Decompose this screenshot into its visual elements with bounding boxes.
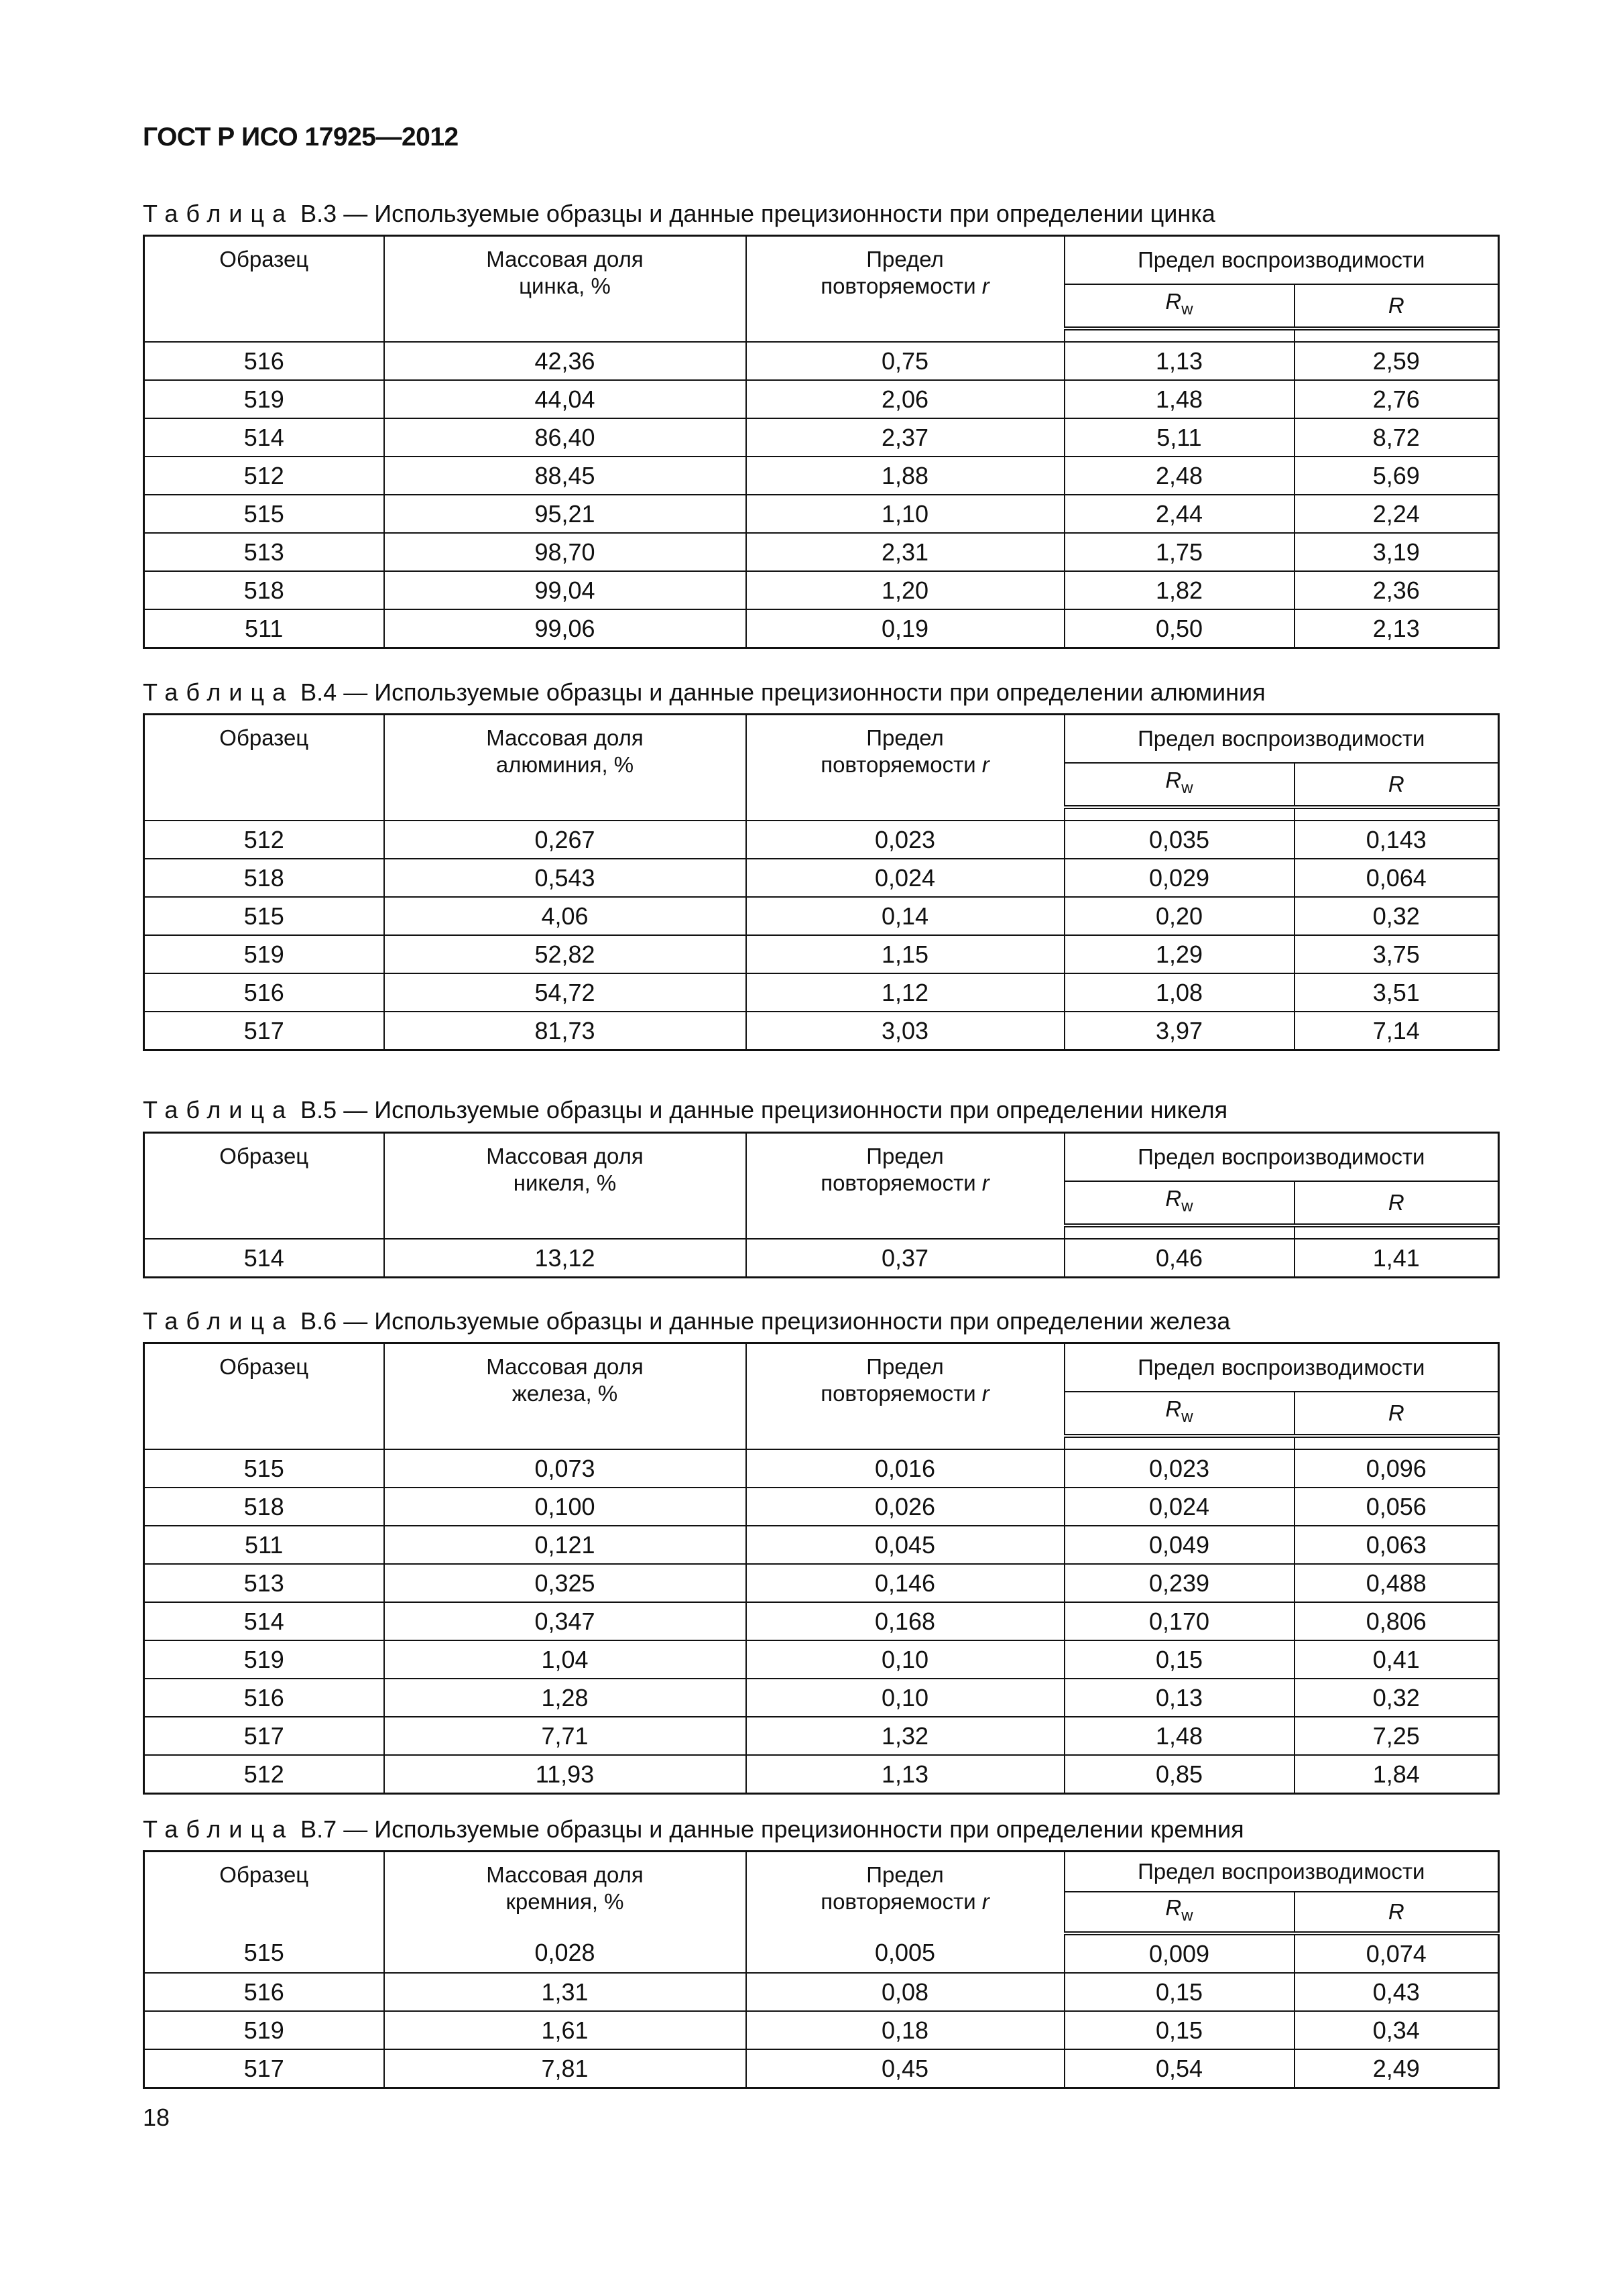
cell-r: 3,75 bbox=[1295, 935, 1499, 973]
cell-repeatability: 0,37 bbox=[746, 1239, 1065, 1278]
data-table bbox=[143, 1132, 1500, 1278]
table-caption bbox=[143, 1096, 1227, 1124]
cell-rw: 3,97 bbox=[1065, 1012, 1295, 1050]
table-row bbox=[144, 342, 1499, 380]
header-rw: $R_w$ bbox=[1065, 1892, 1295, 1933]
spacer-cell bbox=[1295, 1225, 1499, 1239]
spacer-cell bbox=[384, 1436, 746, 1449]
cell-sample: 514 bbox=[144, 418, 384, 457]
header-reproducibility: Предел воспроизводимости bbox=[1065, 1852, 1499, 1892]
header-sample: Образец bbox=[144, 715, 384, 807]
header-reproducibility: Предел воспроизводимости bbox=[1065, 1343, 1499, 1392]
cell-rw: 0,54 bbox=[1065, 2049, 1295, 2088]
caption-prefix: Таблица bbox=[143, 1096, 294, 1124]
cell-rw: 1,13 bbox=[1065, 342, 1295, 380]
header-mass-fraction: Массовая доля алюминия, % bbox=[384, 715, 746, 807]
table-row bbox=[144, 1755, 1499, 1794]
header-r: R bbox=[1295, 1892, 1499, 1933]
cell-rw: 0,15 bbox=[1065, 2011, 1295, 2049]
table-row bbox=[144, 2049, 1499, 2088]
cell-sample: 515 bbox=[144, 495, 384, 533]
cell-mass-fraction: 0,543 bbox=[384, 859, 746, 897]
table-row bbox=[144, 859, 1499, 897]
caption-text: В.4 — Используемые образцы и данные прецизионности при определении алюминия bbox=[294, 678, 1266, 706]
spacer-cell bbox=[144, 1436, 384, 1449]
cell-r: 0,806 bbox=[1295, 1602, 1499, 1640]
cell-mass-fraction: 95,21 bbox=[384, 495, 746, 533]
cell-r: 0,064 bbox=[1295, 859, 1499, 897]
cell-repeatability: 1,32 bbox=[746, 1717, 1065, 1755]
cell-mass-fraction: 13,12 bbox=[384, 1239, 746, 1278]
cell-r: 2,13 bbox=[1295, 609, 1499, 648]
caption-text: В.5 — Используемые образцы и данные прецизионности при определении никеля bbox=[294, 1096, 1228, 1124]
cell-sample: 516 bbox=[144, 1679, 384, 1717]
cell-mass-fraction: 1,04 bbox=[384, 1640, 746, 1679]
cell-sample: 518 bbox=[144, 571, 384, 609]
cell-sample: 511 bbox=[144, 1526, 384, 1564]
cell-sample: 512 bbox=[144, 1755, 384, 1794]
table-caption bbox=[143, 678, 1266, 707]
cell-sample: 517 bbox=[144, 1012, 384, 1050]
header-r: R bbox=[1295, 1181, 1499, 1225]
cell-sample: 511 bbox=[144, 609, 384, 648]
cell-mass-fraction: 0,121 bbox=[384, 1526, 746, 1564]
cell-repeatability: 2,31 bbox=[746, 533, 1065, 571]
cell-sample: 519 bbox=[144, 2011, 384, 2049]
spacer-cell bbox=[144, 328, 384, 342]
table-row bbox=[144, 457, 1499, 495]
table-caption bbox=[143, 1815, 1244, 1844]
caption-prefix: Таблица bbox=[143, 1307, 294, 1335]
cell-repeatability: 0,08 bbox=[746, 1973, 1065, 2011]
cell-r: 0,143 bbox=[1295, 821, 1499, 859]
cell-repeatability: 0,168 bbox=[746, 1602, 1065, 1640]
cell-sample: 515 bbox=[144, 897, 384, 935]
cell-r: 0,096 bbox=[1295, 1449, 1499, 1488]
spacer-cell bbox=[746, 1436, 1065, 1449]
cell-r: 2,59 bbox=[1295, 342, 1499, 380]
cell-repeatability: 0,45 bbox=[746, 2049, 1065, 2088]
cell-sample: 514 bbox=[144, 1602, 384, 1640]
header-r: R bbox=[1295, 1392, 1499, 1436]
cell-sample: 515 bbox=[144, 1933, 384, 1973]
table-body bbox=[144, 807, 1499, 1050]
table-row bbox=[144, 571, 1499, 609]
spacer-row bbox=[144, 1436, 1499, 1449]
cell-rw: 1,48 bbox=[1065, 380, 1295, 418]
spacer-cell bbox=[746, 328, 1065, 342]
spacer-cell bbox=[1295, 1436, 1499, 1449]
spacer-row bbox=[144, 807, 1499, 821]
document-header: ГОСТ Р ИСО 17925—2012 bbox=[143, 123, 459, 152]
spacer-cell bbox=[384, 1225, 746, 1239]
header-rw: $R_w$ bbox=[1065, 284, 1295, 328]
cell-mass-fraction: 54,72 bbox=[384, 973, 746, 1012]
cell-rw: 0,023 bbox=[1065, 1449, 1295, 1488]
cell-sample: 513 bbox=[144, 1564, 384, 1602]
header-mass-fraction: Массовая доля железа, % bbox=[384, 1343, 746, 1436]
cell-r: 0,43 bbox=[1295, 1973, 1499, 2011]
cell-mass-fraction: 0,028 bbox=[384, 1933, 746, 1973]
cell-rw: 0,035 bbox=[1065, 821, 1295, 859]
cell-rw: 0,049 bbox=[1065, 1526, 1295, 1564]
cell-repeatability: 0,024 bbox=[746, 859, 1065, 897]
cell-rw: 0,029 bbox=[1065, 859, 1295, 897]
spacer-cell bbox=[1065, 328, 1295, 342]
cell-sample: 517 bbox=[144, 1717, 384, 1755]
cell-rw: 0,15 bbox=[1065, 1973, 1295, 2011]
cell-repeatability: 0,005 bbox=[746, 1933, 1065, 1973]
cell-r: 0,32 bbox=[1295, 1679, 1499, 1717]
spacer-cell bbox=[1295, 807, 1499, 821]
cell-r: 1,84 bbox=[1295, 1755, 1499, 1794]
cell-r: 0,063 bbox=[1295, 1526, 1499, 1564]
cell-r: 0,056 bbox=[1295, 1488, 1499, 1526]
header-r: R bbox=[1295, 763, 1499, 807]
cell-r: 3,51 bbox=[1295, 973, 1499, 1012]
caption-text: В.7 — Используемые образцы и данные прецизионности при определении кремния bbox=[294, 1815, 1244, 1843]
cell-repeatability: 0,10 bbox=[746, 1640, 1065, 1679]
cell-sample: 519 bbox=[144, 935, 384, 973]
cell-sample: 516 bbox=[144, 342, 384, 380]
cell-mass-fraction: 0,100 bbox=[384, 1488, 746, 1526]
cell-repeatability: 1,15 bbox=[746, 935, 1065, 973]
header-rw: $R_w$ bbox=[1065, 1181, 1295, 1225]
table-caption bbox=[143, 1307, 1230, 1335]
cell-sample: 517 bbox=[144, 2049, 384, 2088]
cell-sample: 512 bbox=[144, 821, 384, 859]
spacer-cell bbox=[384, 807, 746, 821]
spacer-cell bbox=[746, 1225, 1065, 1239]
cell-r: 2,36 bbox=[1295, 571, 1499, 609]
cell-repeatability: 0,026 bbox=[746, 1488, 1065, 1526]
table-row bbox=[144, 935, 1499, 973]
cell-sample: 515 bbox=[144, 1449, 384, 1488]
cell-r: 2,24 bbox=[1295, 495, 1499, 533]
table-row bbox=[144, 1717, 1499, 1755]
table-row bbox=[144, 1526, 1499, 1564]
cell-repeatability: 1,20 bbox=[746, 571, 1065, 609]
spacer-row bbox=[144, 328, 1499, 342]
cell-rw: 1,75 bbox=[1065, 533, 1295, 571]
cell-sample: 513 bbox=[144, 533, 384, 571]
table-row bbox=[144, 609, 1499, 648]
cell-repeatability: 2,37 bbox=[746, 418, 1065, 457]
header-sample: Образец bbox=[144, 1343, 384, 1436]
cell-mass-fraction: 11,93 bbox=[384, 1755, 746, 1794]
cell-rw: 1,48 bbox=[1065, 1717, 1295, 1755]
table-row bbox=[144, 380, 1499, 418]
cell-repeatability: 1,13 bbox=[746, 1755, 1065, 1794]
cell-r: 7,14 bbox=[1295, 1012, 1499, 1050]
cell-repeatability: 0,023 bbox=[746, 821, 1065, 859]
spacer-cell bbox=[384, 328, 746, 342]
cell-mass-fraction: 0,267 bbox=[384, 821, 746, 859]
cell-rw: 2,44 bbox=[1065, 495, 1295, 533]
cell-mass-fraction: 1,61 bbox=[384, 2011, 746, 2049]
cell-rw: 1,08 bbox=[1065, 973, 1295, 1012]
data-table bbox=[143, 235, 1500, 649]
cell-rw: 1,29 bbox=[1065, 935, 1295, 973]
header-sample: Образец bbox=[144, 1852, 384, 1933]
cell-r: 0,32 bbox=[1295, 897, 1499, 935]
cell-mass-fraction: 99,06 bbox=[384, 609, 746, 648]
cell-mass-fraction: 4,06 bbox=[384, 897, 746, 935]
table-row bbox=[144, 821, 1499, 859]
header-sample: Образец bbox=[144, 1133, 384, 1225]
cell-r: 0,34 bbox=[1295, 2011, 1499, 2049]
cell-r: 0,074 bbox=[1295, 1933, 1499, 1973]
cell-mass-fraction: 1,31 bbox=[384, 1973, 746, 2011]
cell-repeatability: 1,12 bbox=[746, 973, 1065, 1012]
table-row bbox=[144, 533, 1499, 571]
cell-mass-fraction: 7,71 bbox=[384, 1717, 746, 1755]
cell-mass-fraction: 0,325 bbox=[384, 1564, 746, 1602]
header-repeatability: Предел повторяемости r bbox=[746, 1343, 1065, 1436]
cell-repeatability: 0,10 bbox=[746, 1679, 1065, 1717]
cell-sample: 516 bbox=[144, 1973, 384, 2011]
caption-text: В.3 — Используемые образцы и данные прецизионности при определении цинка bbox=[294, 200, 1215, 227]
cell-sample: 518 bbox=[144, 859, 384, 897]
header-repeatability: Предел повторяемости r bbox=[746, 1852, 1065, 1933]
table-row bbox=[144, 1488, 1499, 1526]
table-row bbox=[144, 897, 1499, 935]
cell-repeatability: 2,06 bbox=[746, 380, 1065, 418]
cell-repeatability: 1,10 bbox=[746, 495, 1065, 533]
caption-text: В.6 — Используемые образцы и данные прецизионности при определении железа bbox=[294, 1307, 1231, 1335]
cell-repeatability: 0,146 bbox=[746, 1564, 1065, 1602]
table-row bbox=[144, 1239, 1499, 1278]
table-row bbox=[144, 1012, 1499, 1050]
cell-r: 1,41 bbox=[1295, 1239, 1499, 1278]
table-row bbox=[144, 1679, 1499, 1717]
cell-rw: 0,239 bbox=[1065, 1564, 1295, 1602]
header-rw: $R_w$ bbox=[1065, 763, 1295, 807]
header-repeatability: Предел повторяемости r bbox=[746, 236, 1065, 328]
header-repeatability: Предел повторяемости r bbox=[746, 1133, 1065, 1225]
cell-rw: 0,009 bbox=[1065, 1933, 1295, 1973]
header-mass-fraction: Массовая доля никеля, % bbox=[384, 1133, 746, 1225]
cell-sample: 518 bbox=[144, 1488, 384, 1526]
cell-mass-fraction: 86,40 bbox=[384, 418, 746, 457]
cell-repeatability: 0,19 bbox=[746, 609, 1065, 648]
cell-repeatability: 3,03 bbox=[746, 1012, 1065, 1050]
table-row bbox=[144, 1933, 1499, 1973]
table-body bbox=[144, 1225, 1499, 1278]
cell-repeatability: 0,016 bbox=[746, 1449, 1065, 1488]
cell-rw: 0,85 bbox=[1065, 1755, 1295, 1794]
page-number: 18 bbox=[143, 2104, 170, 2131]
cell-rw: 0,50 bbox=[1065, 609, 1295, 648]
cell-mass-fraction: 98,70 bbox=[384, 533, 746, 571]
cell-repeatability: 0,75 bbox=[746, 342, 1065, 380]
cell-r: 2,76 bbox=[1295, 380, 1499, 418]
caption-prefix: Таблица bbox=[143, 1815, 294, 1843]
cell-rw: 0,20 bbox=[1065, 897, 1295, 935]
table-row bbox=[144, 418, 1499, 457]
cell-mass-fraction: 44,04 bbox=[384, 380, 746, 418]
cell-sample: 516 bbox=[144, 973, 384, 1012]
table-row bbox=[144, 1973, 1499, 2011]
header-reproducibility: Предел воспроизводимости bbox=[1065, 236, 1499, 284]
table-body bbox=[144, 328, 1499, 648]
cell-r: 8,72 bbox=[1295, 418, 1499, 457]
table-row bbox=[144, 1602, 1499, 1640]
spacer-cell bbox=[144, 807, 384, 821]
table-row bbox=[144, 495, 1499, 533]
cell-r: 0,488 bbox=[1295, 1564, 1499, 1602]
cell-repeatability: 0,045 bbox=[746, 1526, 1065, 1564]
cell-mass-fraction: 0,073 bbox=[384, 1449, 746, 1488]
table-body bbox=[144, 1436, 1499, 1794]
cell-rw: 0,15 bbox=[1065, 1640, 1295, 1679]
cell-sample: 512 bbox=[144, 457, 384, 495]
cell-mass-fraction: 1,28 bbox=[384, 1679, 746, 1717]
caption-prefix: Таблица bbox=[143, 200, 294, 227]
spacer-cell bbox=[746, 807, 1065, 821]
cell-mass-fraction: 42,36 bbox=[384, 342, 746, 380]
cell-mass-fraction: 99,04 bbox=[384, 571, 746, 609]
cell-rw: 0,170 bbox=[1065, 1602, 1295, 1640]
data-table bbox=[143, 1342, 1500, 1795]
cell-rw: 0,13 bbox=[1065, 1679, 1295, 1717]
cell-mass-fraction: 88,45 bbox=[384, 457, 746, 495]
header-rw: $R_w$ bbox=[1065, 1392, 1295, 1436]
cell-mass-fraction: 0,347 bbox=[384, 1602, 746, 1640]
table-row bbox=[144, 1640, 1499, 1679]
header-r: R bbox=[1295, 284, 1499, 328]
spacer-row bbox=[144, 1225, 1499, 1239]
cell-rw: 1,82 bbox=[1065, 571, 1295, 609]
cell-mass-fraction: 52,82 bbox=[384, 935, 746, 973]
header-sample: Образец bbox=[144, 236, 384, 328]
table-body bbox=[144, 1933, 1499, 2088]
cell-rw: 0,46 bbox=[1065, 1239, 1295, 1278]
header-mass-fraction: Массовая доля кремния, % bbox=[384, 1852, 746, 1933]
table-row bbox=[144, 1449, 1499, 1488]
table-row bbox=[144, 1564, 1499, 1602]
data-table bbox=[143, 713, 1500, 1051]
spacer-cell bbox=[1065, 1436, 1295, 1449]
cell-sample: 514 bbox=[144, 1239, 384, 1278]
cell-repeatability: 0,14 bbox=[746, 897, 1065, 935]
cell-repeatability: 0,18 bbox=[746, 2011, 1065, 2049]
header-mass-fraction: Массовая доля цинка, % bbox=[384, 236, 746, 328]
cell-r: 2,49 bbox=[1295, 2049, 1499, 2088]
cell-rw: 2,48 bbox=[1065, 457, 1295, 495]
spacer-cell bbox=[1065, 807, 1295, 821]
header-repeatability: Предел повторяемости r bbox=[746, 715, 1065, 807]
caption-prefix: Таблица bbox=[143, 678, 294, 706]
cell-mass-fraction: 7,81 bbox=[384, 2049, 746, 2088]
cell-repeatability: 1,88 bbox=[746, 457, 1065, 495]
cell-r: 0,41 bbox=[1295, 1640, 1499, 1679]
table-caption bbox=[143, 200, 1215, 228]
spacer-cell bbox=[1295, 328, 1499, 342]
cell-r: 7,25 bbox=[1295, 1717, 1499, 1755]
spacer-cell bbox=[144, 1225, 384, 1239]
table-row bbox=[144, 2011, 1499, 2049]
cell-rw: 5,11 bbox=[1065, 418, 1295, 457]
header-reproducibility: Предел воспроизводимости bbox=[1065, 715, 1499, 763]
cell-mass-fraction: 81,73 bbox=[384, 1012, 746, 1050]
cell-sample: 519 bbox=[144, 380, 384, 418]
cell-rw: 0,024 bbox=[1065, 1488, 1295, 1526]
cell-r: 3,19 bbox=[1295, 533, 1499, 571]
data-table bbox=[143, 1850, 1500, 2089]
table-row bbox=[144, 973, 1499, 1012]
cell-r: 5,69 bbox=[1295, 457, 1499, 495]
cell-sample: 519 bbox=[144, 1640, 384, 1679]
header-reproducibility: Предел воспроизводимости bbox=[1065, 1133, 1499, 1181]
spacer-cell bbox=[1065, 1225, 1295, 1239]
